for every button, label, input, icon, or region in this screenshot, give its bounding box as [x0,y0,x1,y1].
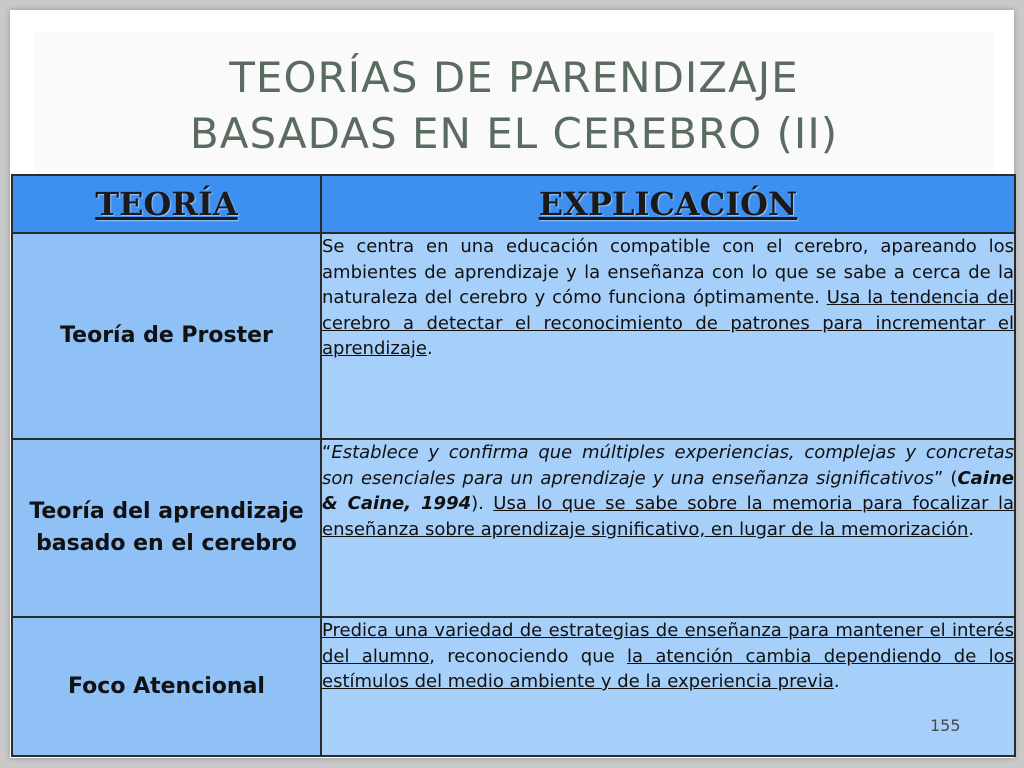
theory-cell: Teoría del aprendizaje basado en el cerebro [12,439,321,617]
table-row [12,439,1015,617]
explanation-underlined-text: Usa lo que se sabe sobre la memoria para focalizar la enseñanza sobre aprendizaje significativo, en lugar de la memorización [322,493,1014,540]
explanation-text: . [426,338,433,359]
slide-title [34,50,994,162]
theory-cell: Teoría de Proster [12,233,321,439]
table-header-row [12,175,1015,233]
explanation-text: “ [322,442,332,463]
table-row [12,617,1015,756]
theories-table [11,174,1016,757]
header-explanation-label: EXPLICACIÓN [538,185,798,223]
explanation-text: . [968,518,975,540]
explanation-cell [321,617,1015,756]
slide-title-line-2: BASADAS EN EL CEREBRO (II) [189,109,839,158]
page-number: 155 [930,716,961,735]
explanation-text: . [833,671,840,692]
explanation-underlined-text: Usa la tendencia del cerebro a detectar el reconocimiento de patrones para incrementar el aprendizaje [322,287,1014,359]
explanation-cell [321,233,1015,439]
header-theory [12,175,321,233]
explanation-underlined-text: la atención cambia dependiendo de los estímulos del medio ambiente y de la experiencia previa [322,645,1014,692]
explanation-cell [321,439,1015,617]
header-explanation [321,175,1015,233]
citation-text: Caine & Caine, 1994 [322,467,1014,514]
explanation-underlined-text: Predica una variedad de estrategias de enseñanza para mantener el interés del alumno [322,620,1014,667]
explanation-italic-text: Establece y confirma que múltiples experiencias, complejas y concretas son esenciales para un aprendizaje y una enseñanza significativos [322,442,1014,489]
explanation-text: , reconociendo que [429,645,627,667]
theory-cell: Foco Atencional [12,617,321,756]
explanation-text: ). [471,493,494,514]
header-theory-label: TEORÍA [95,185,238,223]
explanation-text: Se centra en una educación compatible con el cerebro, apareando los ambientes de aprendizaje y la enseñanza con lo que se sabe a cerca de la naturaleza del cerebro y cómo funciona óptimamente. [322,236,1014,308]
explanation-text: ” ( [933,467,958,489]
table-row [12,233,1015,439]
slide-title-line-1: TEORÍAS DE PARENDIZAJE [229,53,799,102]
